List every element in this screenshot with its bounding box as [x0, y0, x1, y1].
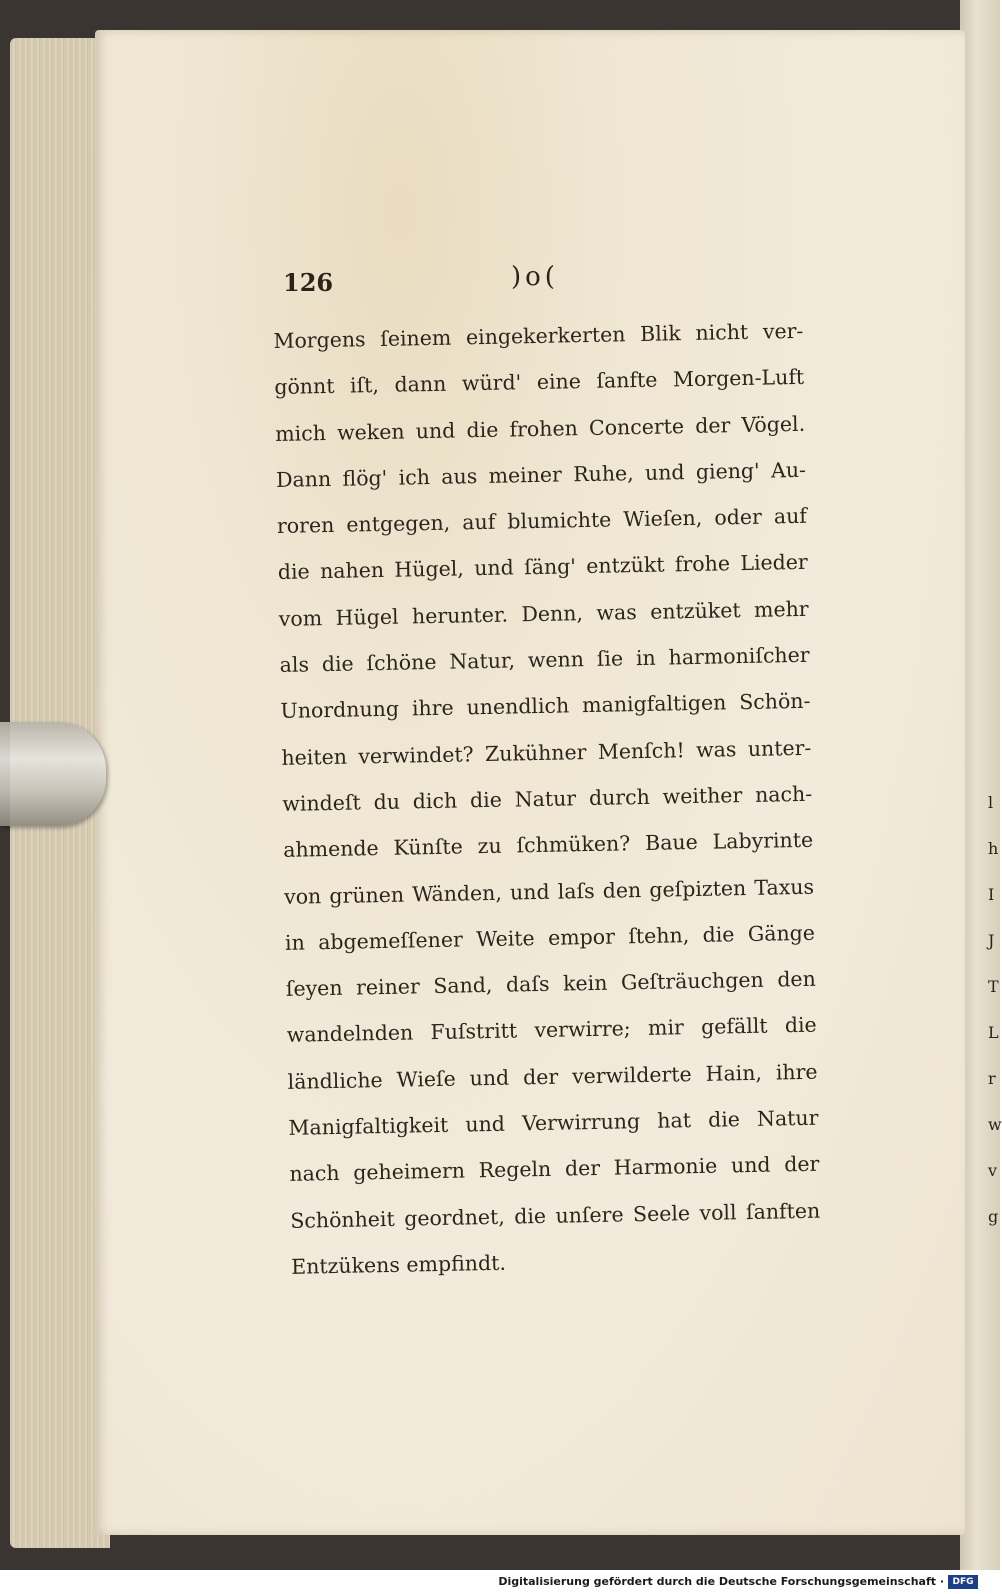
- facing-page-letter: J: [988, 931, 995, 950]
- text-line: Entzükens empfindt.: [290, 1250, 507, 1279]
- facing-page-letter: h: [988, 839, 999, 858]
- text-line: Dann flög' ich aus meiner Ruhe, und gieng' Au-: [275, 457, 807, 492]
- facing-page-letter: L: [988, 1023, 999, 1042]
- facing-page-letter: v: [988, 1161, 998, 1180]
- page-header: [283, 262, 803, 302]
- facing-page-letter: w: [988, 1115, 1002, 1134]
- text-line: ahmende Künſte zu ſchmüken? Baue Labyrinte: [282, 827, 814, 863]
- facing-page-letter: l: [988, 793, 994, 812]
- facing-page-letter: g: [988, 1207, 999, 1226]
- text-line: in abgemeſſener Weite empor ſtehn, die Gänge: [284, 920, 816, 955]
- text-line: wandelnden Fuſstritt verwirre; mir gefällt die: [286, 1013, 817, 1048]
- dfg-logo: DFG: [948, 1575, 978, 1589]
- text-line: mich weken und die frohen Concerte der Vögel.: [274, 411, 806, 446]
- running-head-ornament: )o(: [511, 262, 559, 292]
- text-line: vom Hügel herunter. Denn, was entzüket mehr: [278, 596, 809, 631]
- text-line: Schönheit geordnet, die unſere Seele voll ſanften: [290, 1198, 821, 1233]
- text-line: Unordnung ihre unendlich manigfaltigen Schön-: [280, 689, 811, 724]
- text-line: windeſt du dich die Natur durch weither nach-: [282, 781, 813, 816]
- facing-page-letter: T: [988, 977, 999, 996]
- text-line: Manigfaltigkeit und Verwirrung hat die Natur: [288, 1105, 819, 1140]
- text-line: roren entgegen, auf blumichte Wieſen, oder auf: [276, 503, 808, 539]
- text-line: von grünen Wänden, und laſs den geſpizten Taxus: [283, 874, 815, 909]
- text-line: die nahen Hügel, und ſäng' entzükt frohe Lieder: [277, 550, 808, 585]
- funding-credit: Digitalisierung gefördert durch die Deutsche Forschungsgemeinschaft ·: [498, 1575, 944, 1588]
- facing-page-letter: r: [988, 1069, 996, 1088]
- page-clip: [0, 722, 106, 826]
- text-line: gönnt iſt, dann würd' eine ſanfte Morgen-Luft: [274, 365, 805, 400]
- text-line: ſeyen reiner Sand, daſs kein Geſträuchgen den: [285, 966, 817, 1002]
- facing-page-letter: I: [988, 885, 995, 904]
- footer-bar: [0, 1572, 1000, 1594]
- facing-page-fragments: [988, 780, 1000, 1240]
- text-line: ländliche Wieſe und der verwilderte Hain, ihre: [287, 1059, 818, 1094]
- text-line: nach geheimern Regeln der Harmonie und der: [289, 1152, 820, 1187]
- text-line: als die ſchöne Natur, wenn ſie in harmoniſcher: [279, 642, 810, 678]
- page-number: 126: [283, 268, 334, 297]
- text-line: Morgens ſeinem eingekerkerten Blik nicht ver-: [273, 318, 804, 353]
- text-line: heiten verwindet? Zukühner Menſch! was unter-: [281, 735, 812, 770]
- body-text: [273, 308, 822, 1290]
